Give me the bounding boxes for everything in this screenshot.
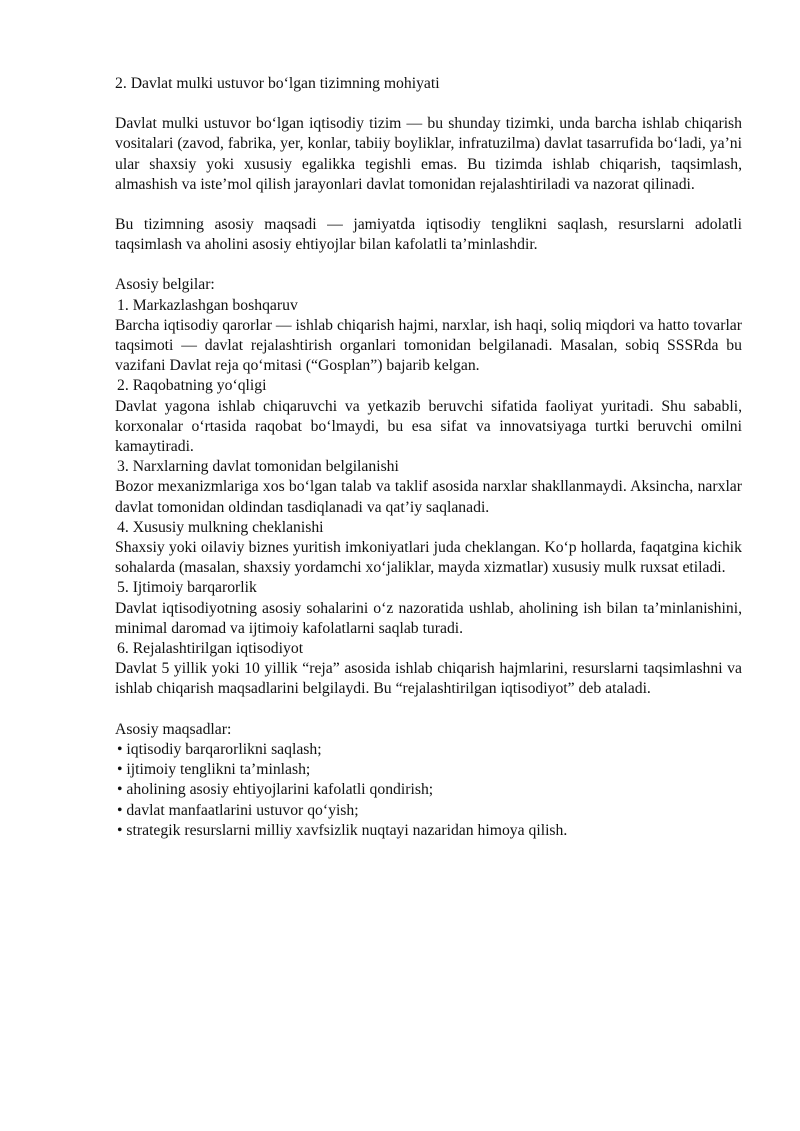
document-page: [115, 74, 742, 841]
goal-item: • iqtisodiy barqarorlikni saqlash;: [117, 740, 322, 758]
feature-text: Davlat 5 yillik yoki 10 yillik “reja” asosida ishlab chiqarish hajmlarini, resurslarni taqsimlashni va ishlab chiqarish maqsadlarini belgilaydi. Bu “rejalashtirilgan iqtisodiyot” deb ataladi.: [115, 660, 742, 698]
feature-heading: 5. Ijtimoiy barqarorlik: [117, 579, 257, 597]
feature-heading: 3. Narxlarning davlat tomonidan belgilanishi: [117, 458, 399, 476]
feature-item: [115, 518, 742, 579]
goal-item: • strategik resurslarni milliy xavfsizlik nuqtayi nazaridan himoya qilish.: [117, 821, 568, 839]
spacer: [115, 255, 742, 275]
feature-text: Davlat iqtisodiyotning asosiy sohalarini o‘z nazoratida ushlab, aholining ish bilan ta’minlanishini, minimal daromad va ijtimoiy kafolatlarni saqlab turadi.: [115, 599, 742, 637]
feature-text: Davlat yagona ishlab chiqaruvchi va yetkazib beruvchi sifatida faoliyat yuritadi. Shu sababli, korxonalar o‘rtasida raqobat bo‘lmaydi, bu esa sifat va innovatsiyaga turtki beruvchi omilni kamaytiradi.: [115, 397, 742, 456]
goals-heading: Asosiy maqsadlar:: [115, 720, 232, 738]
goal-item: • davlat manfaatlarini ustuvor qo‘yish;: [117, 801, 359, 819]
goals-list: [115, 740, 742, 841]
section-title: 2. Davlat mulki ustuvor bo‘lgan tizimning mohiyati: [115, 75, 440, 92]
feature-item: [115, 296, 742, 377]
goal-item: • ijtimoiy tenglikni ta’minlash;: [117, 761, 311, 779]
feature-heading: 4. Xususiy mulkning cheklanishi: [117, 518, 324, 536]
spacer: [115, 195, 742, 215]
feature-item: [115, 639, 742, 700]
feature-text: Shaxsiy yoki oilaviy biznes yuritish imkoniyatlari juda cheklangan. Ko‘p hollarda, faqatgina kichik sohalarda (masalan, shaxsiy yordamchi xo‘jaliklar, mayda xizmatlar) xususiy mulk ruxsat etiladi.: [115, 539, 742, 577]
feature-item: [115, 457, 742, 518]
feature-heading: 1. Markazlashgan boshqaruv: [117, 296, 298, 314]
intro-paragraph-1: Davlat mulki ustuvor bo‘lgan iqtisodiy tizim — bu shunday tizimki, unda barcha ishlab chiqarish vositalari (zavod, fabrika, yer, konlar, tabiiy boyliklar, infratuzilma) davlat tasarrufida bo‘ladi, ya’ni ular shaxsiy yoki xususiy egalikka tegishli emas. Bu tizimda ishlab chiqarish, taqsimlash, almashish va iste’mol qilish jarayonlari davlat tomonidan rejalashtiriladi va nazorat qilinadi.: [115, 115, 742, 193]
feature-text: Bozor mexanizmlariga xos bo‘lgan talab va taklif asosida narxlar shakllanmaydi. Aksincha, narxlar davlat tomonidan oldindan tasdiqlanadi va qat’iy saqlanadi.: [115, 478, 742, 516]
goal-item: • aholining asosiy ehtiyojlarini kafolatli qondirish;: [117, 781, 434, 799]
feature-item: [115, 578, 742, 639]
feature-heading: 6. Rejalashtirilgan iqtisodiyot: [117, 640, 304, 658]
spacer: [115, 700, 742, 720]
feature-heading: 2. Raqobatning yo‘qligi: [117, 377, 267, 395]
feature-item: [115, 376, 742, 457]
feature-text: Barcha iqtisodiy qarorlar — ishlab chiqarish hajmi, narxlar, ish haqi, soliq miqdori va hatto tovarlar taqsimoti — davlat rejalashtirish organlari tomonidan belgilanadi. Masalan, sobiq SSSRda bu vazifani Davlat reja qo‘mitasi (“Gosplan”) bajarib kelgan.: [115, 316, 742, 375]
intro-paragraph-2: Bu tizimning asosiy maqsadi — jamiyatda iqtisodiy tenglikni saqlash, resurslarni adolatli taqsimlash va aholini asosiy ehtiyojlar bilan kafolatli ta’minlashdir.: [115, 216, 742, 254]
features-heading: Asosiy belgilar:: [115, 276, 215, 294]
